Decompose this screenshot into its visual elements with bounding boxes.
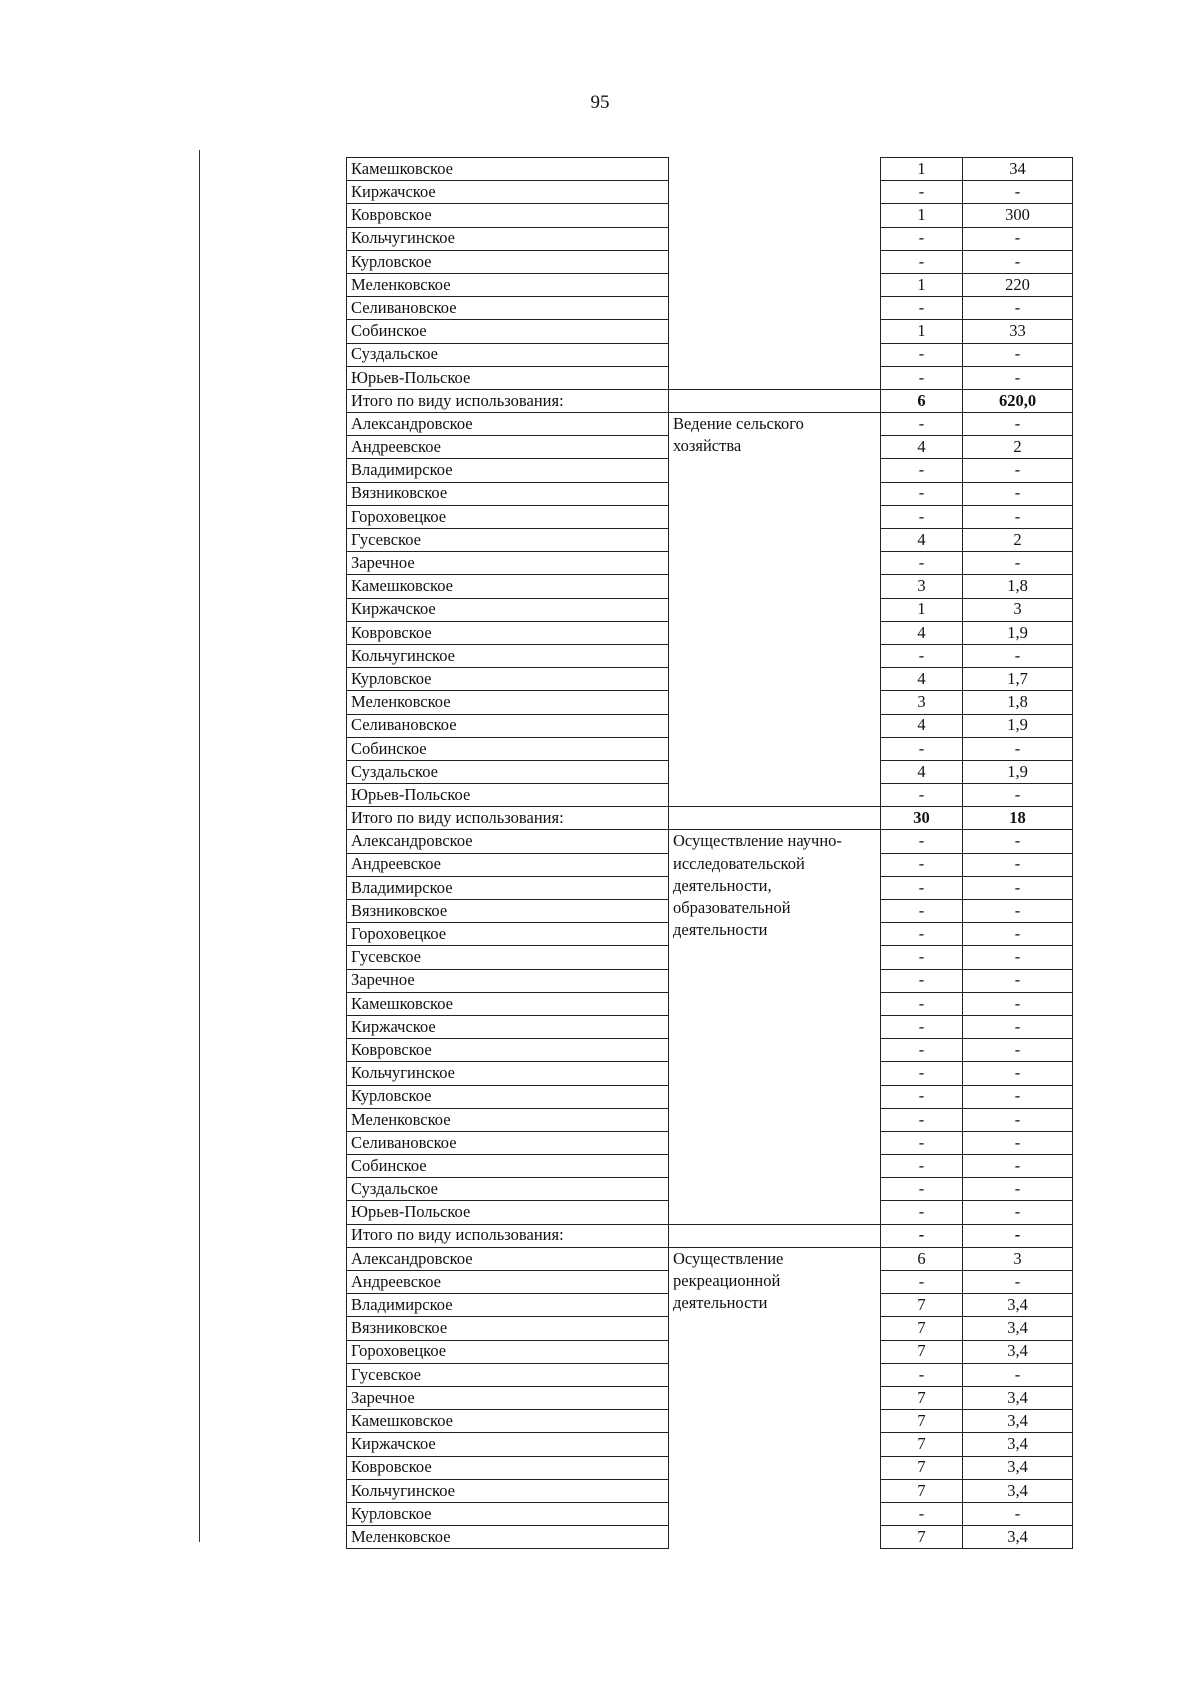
district-name-cell: Кольчугинское [347,227,669,250]
area-cell: - [963,830,1073,853]
district-name-cell: Камешковское [347,575,669,598]
area-cell: 3 [963,1247,1073,1270]
district-name-cell: Владимирское [347,459,669,482]
district-name-cell: Киржачское [347,598,669,621]
count-cell: - [881,413,963,436]
count-cell: - [881,1201,963,1224]
count-cell: - [881,1108,963,1131]
district-name-cell: Кольчугинское [347,1479,669,1502]
district-name-cell: Андреевское [347,436,669,459]
count-cell: 4 [881,760,963,783]
count-cell: - [881,876,963,899]
area-cell: 3 [963,598,1073,621]
district-name-cell: Заречное [347,1386,669,1409]
count-cell: - [881,505,963,528]
district-name-cell: Гусевское [347,529,669,552]
count-cell: - [881,552,963,575]
count-cell: - [881,1178,963,1201]
district-name-cell: Курловское [347,1085,669,1108]
area-cell: - [963,969,1073,992]
count-cell: 7 [881,1479,963,1502]
count-cell: - [881,644,963,667]
count-cell: 3 [881,691,963,714]
area-cell: 1,7 [963,668,1073,691]
district-name-cell: Ковровское [347,1039,669,1062]
area-cell: - [963,1363,1073,1386]
district-name-cell: Гороховецкое [347,505,669,528]
area-cell: - [963,343,1073,366]
area-cell: 3,4 [963,1340,1073,1363]
area-cell: - [963,1015,1073,1038]
district-name-cell: Селивановское [347,297,669,320]
district-name-cell: Юрьев-Польское [347,366,669,389]
area-cell: - [963,853,1073,876]
count-cell: 7 [881,1433,963,1456]
district-name-cell: Гусевское [347,946,669,969]
forest-use-table [346,157,1073,1549]
total-row [347,807,1073,830]
total-label-cell: Итого по виду использования: [347,807,669,830]
table-row [347,1247,1073,1270]
area-cell: - [963,1201,1073,1224]
area-cell: - [963,366,1073,389]
count-cell: - [881,900,963,923]
total-count-cell: 6 [881,389,963,412]
district-name-cell: Андреевское [347,1271,669,1294]
district-name-cell: Камешковское [347,158,669,181]
count-cell: - [881,853,963,876]
count-cell: 7 [881,1294,963,1317]
table-row [347,413,1073,436]
margin-line [199,150,200,1542]
count-cell: 4 [881,714,963,737]
district-name-cell: Курловское [347,668,669,691]
count-cell: - [881,482,963,505]
area-cell: - [963,1108,1073,1131]
use-type-cell [669,1247,881,1548]
district-name-cell: Юрьев-Польское [347,784,669,807]
count-cell: 1 [881,320,963,343]
district-name-cell: Владимирское [347,876,669,899]
use-type-cell [669,830,881,1224]
count-cell: 7 [881,1317,963,1340]
count-cell: - [881,250,963,273]
area-cell: - [963,413,1073,436]
use-type-label: Осуществление рекреационной деятельности [673,1248,784,1313]
area-cell: 3,4 [963,1433,1073,1456]
count-cell: - [881,1039,963,1062]
count-cell: 7 [881,1410,963,1433]
district-name-cell: Заречное [347,552,669,575]
district-name-cell: Юрьев-Польское [347,1201,669,1224]
count-cell: - [881,784,963,807]
total-area-cell: - [963,1224,1073,1247]
district-name-cell: Курловское [347,250,669,273]
district-name-cell: Киржачское [347,181,669,204]
district-name-cell: Суздальское [347,343,669,366]
count-cell: - [881,366,963,389]
count-cell: - [881,923,963,946]
count-cell: - [881,830,963,853]
area-cell: - [963,992,1073,1015]
district-name-cell: Меленковское [347,691,669,714]
area-cell: - [963,946,1073,969]
count-cell: - [881,946,963,969]
count-cell: - [881,1502,963,1525]
area-cell: - [963,297,1073,320]
area-cell: 3,4 [963,1317,1073,1340]
count-cell: 7 [881,1386,963,1409]
total-row [347,389,1073,412]
area-cell: - [963,737,1073,760]
district-name-cell: Камешковское [347,992,669,1015]
district-name-cell: Селивановское [347,714,669,737]
count-cell: 1 [881,204,963,227]
area-cell: 1,8 [963,691,1073,714]
total-count-cell: 30 [881,807,963,830]
total-area-cell: 620,0 [963,389,1073,412]
district-name-cell: Ковровское [347,1456,669,1479]
area-cell: - [963,482,1073,505]
district-name-cell: Курловское [347,1502,669,1525]
total-row [347,1224,1073,1247]
district-name-cell: Меленковское [347,1526,669,1549]
total-use-cell [669,807,881,830]
table-row [347,830,1073,853]
area-cell: 1,8 [963,575,1073,598]
total-area-cell: 18 [963,807,1073,830]
district-name-cell: Собинское [347,1155,669,1178]
area-cell: - [963,1271,1073,1294]
area-cell: - [963,900,1073,923]
district-name-cell: Камешковское [347,1410,669,1433]
district-name-cell: Меленковское [347,273,669,296]
count-cell: - [881,343,963,366]
district-name-cell: Вязниковское [347,900,669,923]
district-name-cell: Кольчугинское [347,644,669,667]
count-cell: - [881,992,963,1015]
area-cell: 3,4 [963,1294,1073,1317]
count-cell: 7 [881,1456,963,1479]
area-cell: - [963,784,1073,807]
area-cell: - [963,227,1073,250]
area-cell: - [963,459,1073,482]
district-name-cell: Суздальское [347,760,669,783]
district-name-cell: Александровское [347,413,669,436]
district-name-cell: Киржачское [347,1015,669,1038]
page-number: 95 [590,92,610,113]
count-cell: 3 [881,575,963,598]
count-cell: 4 [881,668,963,691]
area-cell: - [963,1178,1073,1201]
area-cell: - [963,505,1073,528]
total-use-cell [669,389,881,412]
district-name-cell: Вязниковское [347,1317,669,1340]
area-cell: - [963,1085,1073,1108]
area-cell: 34 [963,158,1073,181]
district-name-cell: Собинское [347,320,669,343]
count-cell: - [881,227,963,250]
district-name-cell: Селивановское [347,1131,669,1154]
count-cell: - [881,1363,963,1386]
area-cell: 33 [963,320,1073,343]
count-cell: - [881,297,963,320]
area-cell: - [963,1155,1073,1178]
count-cell: - [881,1085,963,1108]
district-name-cell: Гороховецкое [347,1340,669,1363]
count-cell: - [881,737,963,760]
area-cell: - [963,181,1073,204]
table-body [347,158,1073,1549]
area-cell: 3,4 [963,1526,1073,1549]
count-cell: 7 [881,1340,963,1363]
table-row [347,158,1073,181]
use-type-cell [669,158,881,390]
district-name-cell: Заречное [347,969,669,992]
area-cell: - [963,1039,1073,1062]
area-cell: - [963,923,1073,946]
total-use-cell [669,1224,881,1247]
count-cell: - [881,1062,963,1085]
count-cell: 1 [881,598,963,621]
total-label-cell: Итого по виду использования: [347,389,669,412]
district-name-cell: Кольчугинское [347,1062,669,1085]
total-count-cell: - [881,1224,963,1247]
district-name-cell: Андреевское [347,853,669,876]
area-cell: 3,4 [963,1479,1073,1502]
use-type-label: Ведение сельского хозяйства [673,414,804,456]
district-name-cell: Гусевское [347,1363,669,1386]
count-cell: 6 [881,1247,963,1270]
area-cell: 1,9 [963,621,1073,644]
count-cell: 4 [881,621,963,644]
area-cell: - [963,552,1073,575]
district-name-cell: Гороховецкое [347,923,669,946]
area-cell: - [963,1131,1073,1154]
use-type-cell [669,413,881,807]
area-cell: 2 [963,529,1073,552]
district-name-cell: Ковровское [347,621,669,644]
count-cell: 7 [881,1526,963,1549]
total-label-cell: Итого по виду использования: [347,1224,669,1247]
district-name-cell: Александровское [347,1247,669,1270]
area-cell: - [963,250,1073,273]
area-cell: 2 [963,436,1073,459]
count-cell: 1 [881,273,963,296]
district-name-cell: Вязниковское [347,482,669,505]
count-cell: - [881,1015,963,1038]
district-name-cell: Суздальское [347,1178,669,1201]
area-cell: - [963,1062,1073,1085]
count-cell: - [881,969,963,992]
count-cell: 4 [881,436,963,459]
area-cell: 3,4 [963,1456,1073,1479]
area-cell: - [963,876,1073,899]
district-name-cell: Киржачское [347,1433,669,1456]
district-name-cell: Меленковское [347,1108,669,1131]
area-cell: 300 [963,204,1073,227]
count-cell: - [881,1131,963,1154]
area-cell: - [963,1502,1073,1525]
area-cell: 1,9 [963,760,1073,783]
area-cell: 220 [963,273,1073,296]
count-cell: - [881,459,963,482]
count-cell: - [881,1271,963,1294]
count-cell: - [881,181,963,204]
use-type-label: Осуществление научно-исследовательской деятельности, образовательной деятельности [673,831,842,940]
count-cell: - [881,1155,963,1178]
district-name-cell: Собинское [347,737,669,760]
area-cell: 3,4 [963,1386,1073,1409]
count-cell: 1 [881,158,963,181]
area-cell: - [963,644,1073,667]
area-cell: 3,4 [963,1410,1073,1433]
district-name-cell: Владимирское [347,1294,669,1317]
count-cell: 4 [881,529,963,552]
district-name-cell: Ковровское [347,204,669,227]
area-cell: 1,9 [963,714,1073,737]
district-name-cell: Александровское [347,830,669,853]
